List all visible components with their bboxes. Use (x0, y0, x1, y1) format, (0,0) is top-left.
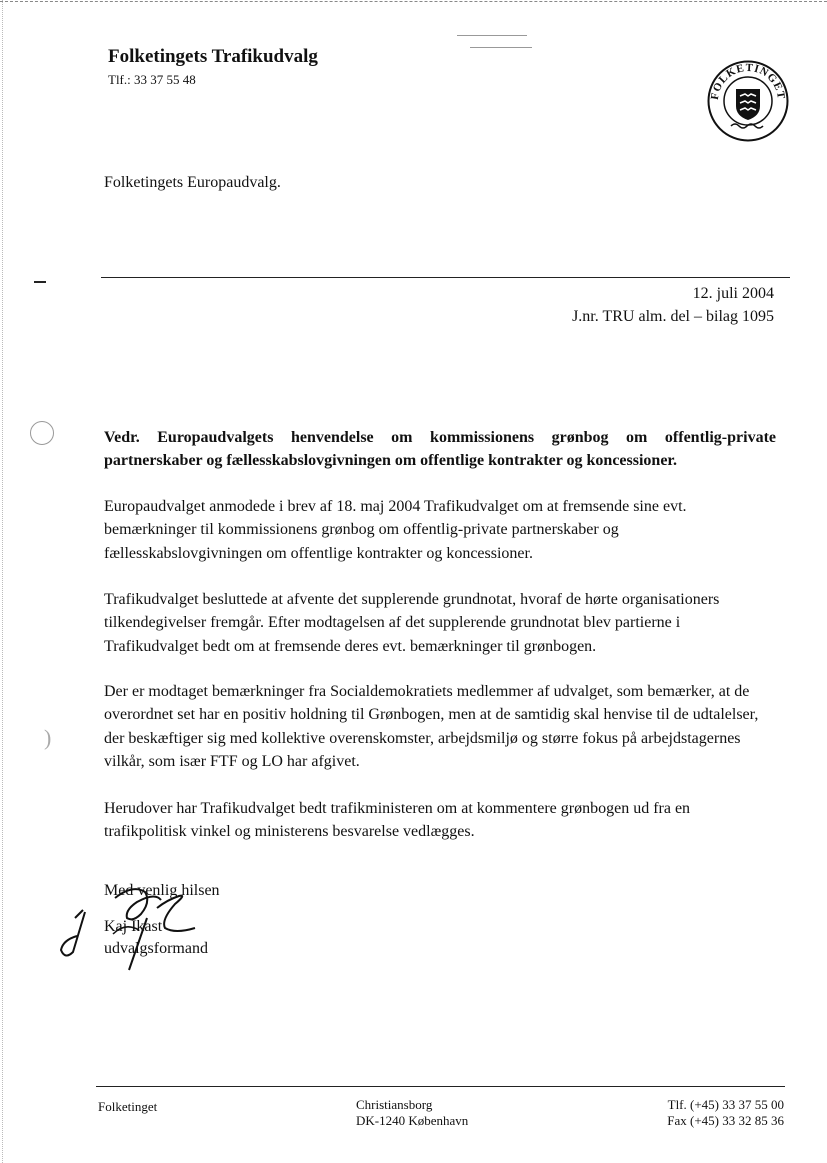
scan-mark: ) (44, 725, 52, 750)
header-divider (101, 277, 790, 278)
body-paragraph: Herudover har Trafikudvalget bedt trafikministeren om at kommentere grønbogen ud fra en trafikpolitisk vinkel og ministerens besvarelse vedlægges. (104, 800, 691, 841)
letter-date: 12. juli 2004 (692, 285, 774, 302)
scan-mark (34, 281, 46, 283)
recipient: Folketingets Europaudvalg. (104, 174, 281, 191)
scan-left-border (2, 0, 3, 1163)
scan-mark (470, 47, 532, 48)
body-paragraph: Europaudvalget anmodede i brev af 18. maj 2004 Trafikudvalget om at fremsende sine evt. bemærkninger til kommissionens grønbog om offentlig-private partnerskaber og fællesskabslovgivningen om offentlige kontrakter og koncessioner. (104, 498, 687, 562)
scan-mark (457, 35, 527, 36)
seal-text: FOLKETINGET (708, 61, 788, 101)
folketinget-seal-logo (707, 60, 789, 142)
footer-address-line: Christiansborg (356, 1097, 433, 1112)
footer-phone: Tlf. (+45) 33 37 55 00 (667, 1097, 784, 1112)
footer-contact (667, 1097, 784, 1129)
closing-greeting: Med venlig hilsen (104, 882, 220, 899)
journal-number: J.nr. TRU alm. del – bilag 1095 (572, 308, 774, 325)
footer-fax: Fax (+45) 33 32 85 36 (667, 1113, 784, 1128)
subject-line: Vedr. Europaudvalgets henvendelse om kommissionens grønbog om offentlig-private partnerskaber og fællesskabslovgivningen om offentlige kontrakter og koncessioner. (104, 429, 776, 469)
scan-top-border (0, 1, 827, 2)
signer-name: Kaj Ikast (104, 918, 163, 935)
punch-hole-mark (30, 421, 54, 445)
body-paragraph: Der er modtaget bemærkninger fra Socialdemokratiets medlemmer af udvalget, som bemærker, at de overordnet set har en positiv holdning til Grønbogen, men at de samtidig skal henvise til de udtalelser, der beskæftiger sig med kollektive overenskomster, arbejdsmiljø og større fokus på arbejdstagernes vilkår, som især FTF og LO har afgivet. (104, 683, 759, 770)
sender-phone: Tlf.: 33 37 55 48 (108, 72, 196, 87)
handwritten-signature (55, 878, 230, 978)
footer-address (356, 1097, 468, 1129)
footer-organization: Folketinget (98, 1099, 158, 1114)
body-paragraph: Trafikudvalget besluttede at afvente det supplerende grundnotat, hvoraf de hørte organisationers tilkendegivelser fremgår. Efter modtagelsen af det supplerende grundnotat blev partierne i Trafikudvalget bedt om at fremsende deres evt. bemærkninger til grønbogen. (104, 591, 720, 655)
signer-role: udvalgsformand (104, 940, 208, 957)
footer-divider (96, 1086, 785, 1087)
footer-address-line: DK-1240 København (356, 1113, 469, 1128)
sender-name: Folketingets Trafikudvalg (108, 46, 318, 67)
